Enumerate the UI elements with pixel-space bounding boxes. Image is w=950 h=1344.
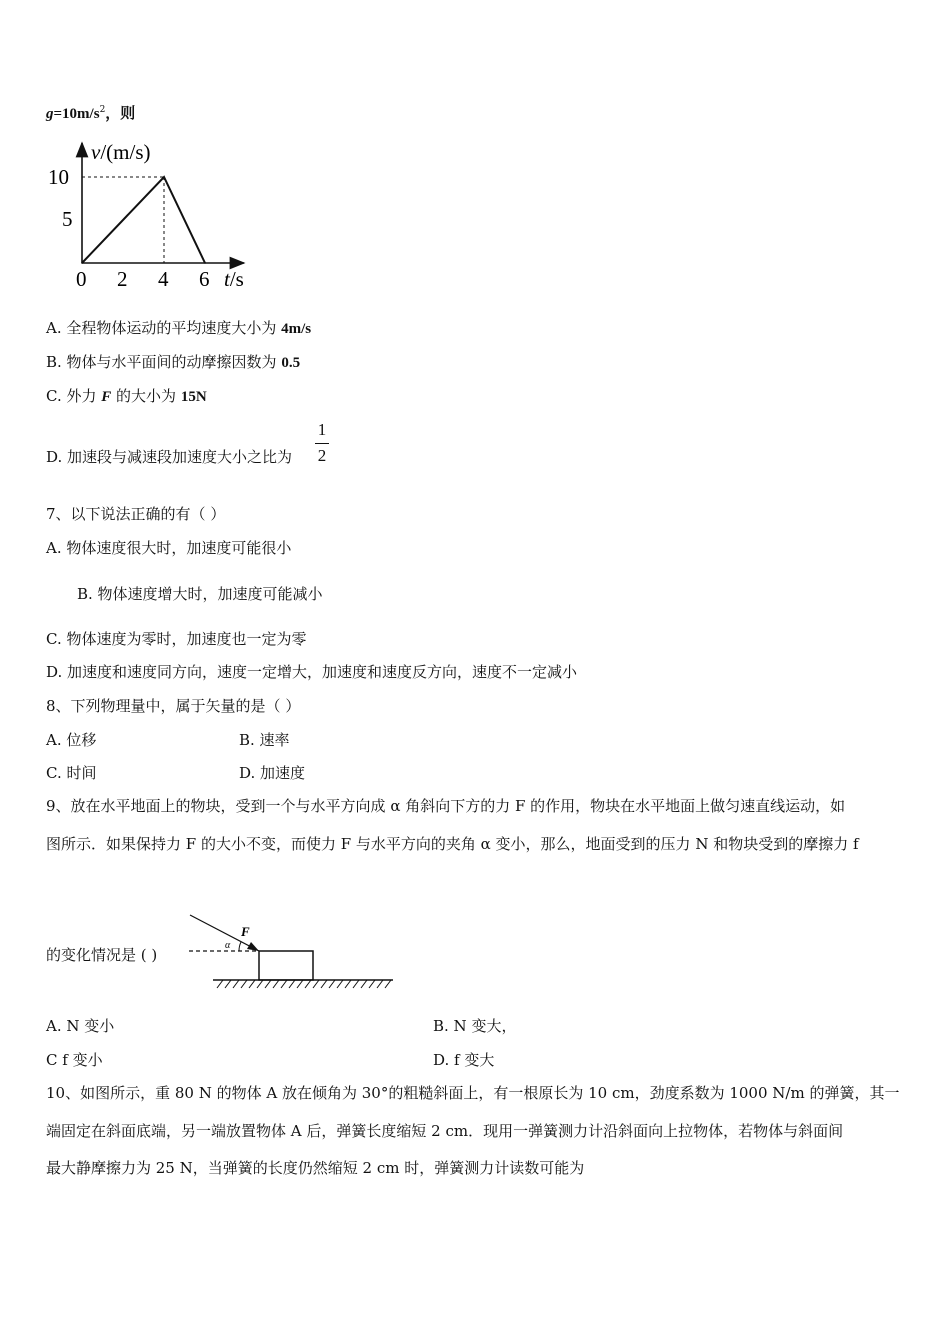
force-block-figure	[185, 910, 400, 995]
q6-option-c: C. 外力 F 的大小为 15N	[46, 387, 207, 405]
force-label: F	[241, 924, 250, 939]
q9-option-a: A. N 变小	[46, 1017, 115, 1035]
q6-intro	[46, 100, 135, 124]
y-tick-label: 5	[62, 207, 73, 231]
q9-stem-line3: 的变化情况是 ( )	[46, 946, 158, 964]
q6-intro-tail: ，则	[105, 106, 136, 122]
q9-option-b: B. N 变大，	[433, 1017, 517, 1035]
velocity-series-line	[82, 177, 205, 263]
x-tick-label: 4	[158, 267, 169, 291]
q7-stem: 7、以下说法正确的有（ ）	[46, 505, 226, 523]
angle-label: α	[225, 940, 231, 951]
q8-option-d: D. 加速度	[239, 764, 306, 782]
x-tick-label: 2	[117, 267, 128, 291]
q9-stem-line1: 9、放在水平地面上的物块，受到一个与水平方向成 α 角斜向下方的力 F 的作用，物块在水平地面上做匀速直线运动，如	[46, 797, 846, 815]
q6-option-d: D. 加速段与减速段加速度大小之比为	[46, 448, 293, 466]
velocity-time-graph	[44, 135, 259, 297]
q8-option-a: A. 位移	[46, 731, 97, 749]
q9-stem-line2: 图所示．如果保持力 F 的大小不变，而使力 F 与水平方向的夹角 α 变小，那么，地面受到的压力 N 和物块受到的摩擦力 f	[46, 835, 859, 853]
data-point	[204, 262, 206, 264]
q7-option-d: D. 加速度和速度同方向，速度一定增大，加速度和速度反方向，速度不一定减小	[46, 663, 578, 681]
q7-option-a: A. 物体速度很大时，加速度可能很小	[46, 539, 292, 557]
angle-arc	[239, 942, 241, 951]
q6-option-a: A. 全程物体运动的平均速度大小为 4m/s	[46, 319, 312, 337]
x-axis-label: t/s	[224, 267, 244, 291]
data-point	[81, 262, 83, 264]
fraction-numerator: 1	[317, 420, 327, 439]
y-axis-label: v/(m/s)	[91, 140, 151, 164]
q8-stem: 8、下列物理量中，属于矢量的是（ ）	[46, 697, 301, 715]
data-point	[163, 176, 165, 178]
fraction-bar	[315, 443, 329, 444]
x-tick-label: 6	[199, 267, 210, 291]
g-exponent: 2	[99, 105, 106, 115]
ground-hatching	[217, 980, 391, 988]
q8-option-b: B. 速率	[239, 731, 290, 749]
g-symbol: g	[46, 106, 54, 122]
g-value: =10m/s	[53, 106, 100, 122]
fraction-denominator: 2	[317, 446, 327, 465]
block	[259, 951, 313, 980]
q10-stem-line3: 最大静摩擦力为 25 N，当弹簧的长度仍然缩短 2 cm 时，弹簧测力计读数可能为	[46, 1159, 585, 1177]
force-arrowhead	[247, 942, 259, 951]
y-tick-label: 10	[48, 165, 69, 189]
q8-option-c: C. 时间	[46, 764, 97, 782]
q9-option-d: D. f 变大	[433, 1051, 495, 1069]
q10-stem-line2: 端固定在斜面底端，另一端放置物体 A 后，弹簧长度缩短 2 cm．现用一弹簧测力计沿斜面向上拉物体，若物体与斜面间	[46, 1122, 844, 1140]
q6-option-b: B. 物体与水平面间的动摩擦因数为 0.5	[46, 353, 301, 371]
q7-option-b: B. 物体速度增大时，加速度可能减小	[77, 585, 323, 603]
q10-stem-line1: 10、如图所示，重 80 N 的物体 A 放在倾角为 30°的粗糙斜面上，有一根原长为 10 cm，劲度系数为 1000 N/m 的弹簧，其一	[46, 1084, 900, 1102]
q7-option-c: C. 物体速度为零时，加速度也一定为零	[46, 630, 307, 648]
x-tick-label: 0	[76, 267, 87, 291]
q9-option-c: C f 变小	[46, 1051, 103, 1069]
